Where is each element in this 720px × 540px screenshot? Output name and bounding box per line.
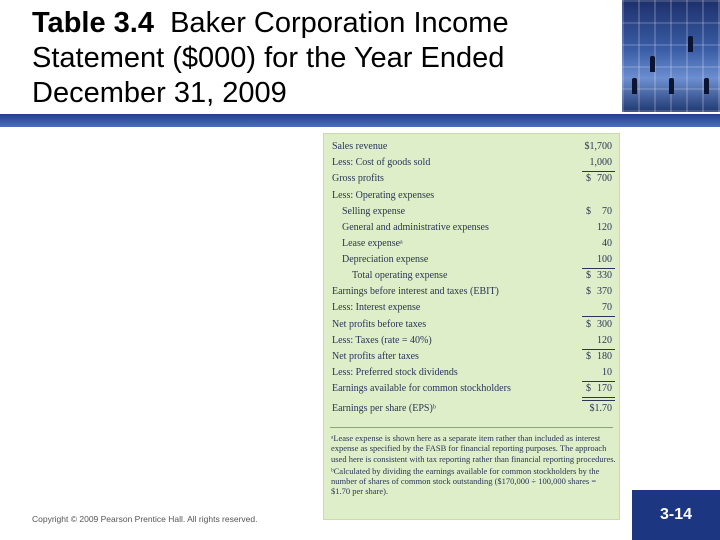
row-label: Less: Taxes (rate = 40%) <box>332 335 432 346</box>
row-label: General and administrative expenses <box>342 222 489 233</box>
statement-row <box>324 401 619 417</box>
note-a: ᵃLease expense is shown here as a separate item rather than included as interest expense as specified by the FASB for financial reporting purposes. The approach used here is consistent with tax reporting rather than financial reporting procedures. <box>331 433 616 464</box>
row-value: 1,000 <box>589 157 612 168</box>
statement-row <box>324 252 619 268</box>
statement-row <box>324 333 619 349</box>
row-value: 370 <box>597 286 612 297</box>
statement-row <box>324 317 619 333</box>
statement-row <box>324 188 619 204</box>
row-currency: $ <box>586 351 591 362</box>
row-label: Total operating expense <box>352 270 448 281</box>
statement-row <box>324 284 619 300</box>
statement-row <box>324 171 619 187</box>
row-label: Earnings per share (EPS)ᵇ <box>332 403 436 414</box>
row-label: Selling expense <box>342 206 406 217</box>
statement-row <box>324 204 619 220</box>
row-label: Net profits before taxes <box>332 319 427 330</box>
statement-row <box>324 139 619 155</box>
row-label: Net profits after taxes <box>332 351 419 362</box>
slide-title <box>32 6 612 111</box>
statement-row <box>324 155 619 171</box>
row-label: Less: Cost of goods sold <box>332 157 431 168</box>
row-value: 120 <box>597 222 612 233</box>
statement-row <box>324 300 619 316</box>
header-rule-bar <box>0 114 720 127</box>
statement-row <box>324 349 619 365</box>
row-currency: $ <box>586 173 591 184</box>
notes-divider <box>330 427 613 428</box>
row-value: $1,700 <box>584 141 612 152</box>
row-value: 700 <box>597 173 612 184</box>
row-value: $1.70 <box>589 403 612 414</box>
row-value: 120 <box>597 335 612 346</box>
row-value: 300 <box>597 319 612 330</box>
statement-row <box>324 365 619 381</box>
row-currency: $ <box>586 383 591 394</box>
row-value: 100 <box>597 254 612 265</box>
header-banner-image <box>622 0 720 112</box>
row-value: 170 <box>597 383 612 394</box>
statement-row <box>324 220 619 236</box>
row-value: 330 <box>597 270 612 281</box>
row-currency: $ <box>586 270 591 281</box>
table-caption: Baker Corporation Income Statement ($000) for the Year Ended December 31, 2009 <box>32 7 509 109</box>
row-label: Less: Preferred stock dividends <box>332 367 458 378</box>
row-label: Depreciation expense <box>342 254 429 265</box>
row-value: 70 <box>602 302 612 313</box>
table-notes <box>331 433 616 499</box>
row-label: Gross profits <box>332 173 384 184</box>
note-b: ᵇCalculated by dividing the earnings available for common stockholders by the number of shares of common stock outstanding ($170,000 ÷ 100,000 shares = $1.70 per share). <box>331 465 600 497</box>
row-label: Less: Interest expense <box>332 302 421 313</box>
row-currency: $ <box>586 286 591 297</box>
slide-number: 3-14 <box>632 490 720 540</box>
table-number: Table 3.4 <box>32 7 154 39</box>
row-label: Earnings available for common stockholders <box>332 383 511 394</box>
row-value: 70 <box>602 206 612 217</box>
row-label: Earnings before interest and taxes (EBIT) <box>332 286 499 297</box>
row-label: Less: Operating expenses <box>332 190 435 201</box>
row-currency: $ <box>586 319 591 330</box>
statement-row <box>324 381 619 397</box>
row-label: Lease expenseᵃ <box>342 238 403 249</box>
statement-row <box>324 268 619 284</box>
copyright-notice: Copyright © 2009 Pearson Prentice Hall. All rights reserved. <box>32 514 258 524</box>
row-value: 180 <box>597 351 612 362</box>
row-currency: $ <box>586 206 591 217</box>
statement-row <box>324 236 619 252</box>
income-statement-table <box>323 133 620 520</box>
row-value: 10 <box>602 367 612 378</box>
row-label: Sales revenue <box>332 141 388 152</box>
row-value: 40 <box>602 238 612 249</box>
